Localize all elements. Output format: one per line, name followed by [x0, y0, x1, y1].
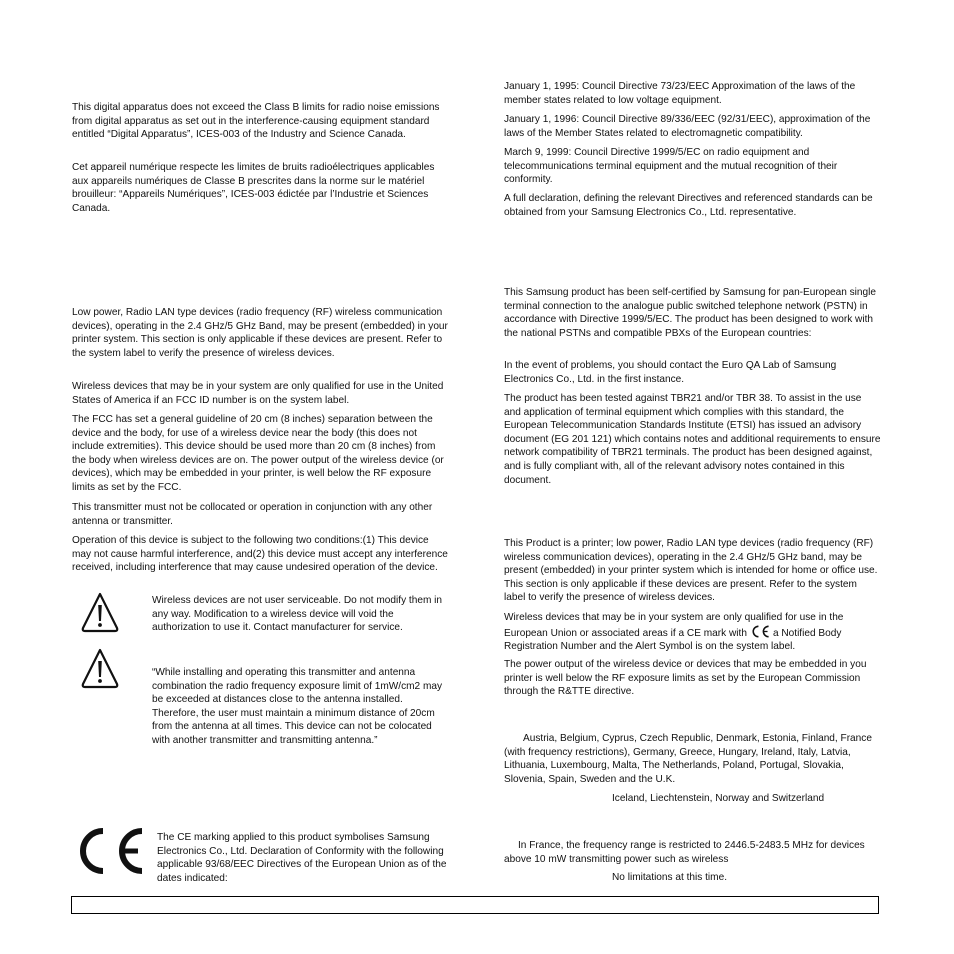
eu-countries-list: Austria, Belgium, Cyprus, Czech Republic, Denmark, Estonia, Finland, France (with frequency restrictions), Germany, Greece, Hungary, Ireland, Italy, Latvia, Lithuania, Luxembourg, Malta, The Netherlands, Poland, Portugal, Slovakia, Slovenia, Spain, Sweden and the U.K. — [504, 733, 872, 785]
ce-directive-1996: January 1, 1996: Council Directive 89/336/EEC (92/31/EEC), approximation of the laws of the Member States related to electromagnetic compatibility. — [504, 114, 871, 139]
warning-triangle-icon — [80, 590, 120, 634]
us-wireless-conditions: Operation of this device is subject to the following two conditions:(1) This device may not cause harmful interference, and(2) this device must accept any interference received, including interference that may cause undesired operation of the device. — [72, 535, 448, 574]
france-frequency-restriction: In France, the frequency range is restricted to 2446.5-2483.5 MHz for devices above 10 mW transmitting power such as wireless — [504, 840, 865, 865]
warning-not-serviceable: Wireless devices are not user serviceable. Do not modify them in any way. Modification to a wireless device will void the authorization to use it. Contact manufacturer for service. — [152, 595, 443, 634]
eu-associated-countries: Iceland, Liechtenstein, Norway and Switzerland — [612, 793, 825, 805]
us-wireless-exposure: The FCC has set a general guideline of 20 cm (8 inches) separation between the device and the body, for use of a wireless device near the body (this does not include extremities). This device should be used more than 20 cm (8 inches) from the body when wireless devices are on. The power output of the wireless device (or devices), which may be embedded in your printer, is well below the RF exposure limits as set by the FCC. — [72, 414, 444, 494]
canada-emission-english: This digital apparatus does not exceed the Class B limits for radio noise emissions from digital apparatus as set out in the interference-causing equipment standard entitled “Digital Apparatus”, ICES-003 of the Industry and Science Canada. — [72, 102, 440, 141]
warning-rf-exposure: “While installing and operating this transmitter and antenna combination the radio frequency exposure limit of 1mW/cm2 may be exceeded at distances close to the antenna installed. Therefore, the user must maintain a minimum distance of 20cm from the antenna at all times. This device can not be colocated with another transmitter and transmitting antenna.” — [152, 667, 443, 747]
ce-full-declaration: A full declaration, defining the relevant Directives and referenced standards can be obtained from your Samsung Electronics Co., Ltd. representative. — [504, 193, 873, 218]
eu-wireless-ce-text-after: a Notified Body Registration Number and the Alert Symbol is on the system label. — [504, 627, 842, 653]
canada-emission-french: Cet appareil numérique respecte les limites de bruits radioélectriques applicables aux appareils numériques de Classe B prescrites dans la norme sur le matériel brouilleur: “Appareils Numériques”, ICES-003 édictée par l’Industrie et Sciences Canada. — [72, 162, 435, 214]
no-limitations-note: No limitations at this time. — [612, 872, 727, 884]
ce-directive-1995: January 1, 1995: Council Directive 73/23/EEC Approximation of the laws of the member states related to low voltage equipment. — [504, 81, 856, 106]
eu-wireless-intro: This Product is a printer; low power, Radio LAN type devices (radio frequency (RF) wireless communication devices), operating in the 2.4 GHz/5 GHz band, may be present (embedded) in your printer system which is intended for home or office use. This section is only applicable if these devices are present. Refer to the system label to verify the presence of wireless devices. — [504, 538, 878, 604]
pstn-tbr21: The product has been tested against TBR21 and/or TBR 38. To assist in the use and application of terminal equipment which complies with this standard, the European Telecommunication Standards Institute (ETSI) has issued an advisory document (EG 201 121) which contains notes and additional requirements to ensure network compatibility of TBR21 terminals. The product has been designed against, and is fully compliant with, all of the relevant advisory notes contained in this document. — [504, 393, 881, 486]
pstn-problems: In the event of problems, you should contact the Euro QA Lab of Samsung Electronics Co., Ltd. in the first instance. — [504, 360, 837, 385]
footer-bar — [71, 896, 879, 914]
eu-wireless-exposure: The power output of the wireless device or devices that may be embedded in you printer is well below the RF exposure limits as set by the European Commission through the R&TTE directive. — [504, 659, 867, 698]
ce-mark-icon — [70, 826, 148, 876]
us-wireless-intro: Low power, Radio LAN type devices (radio frequency (RF) wireless communication devices), operating in the 2.4 GHz/5 GHz Band, may be present (embedded) in your printer system. This section is only applicable if these devices are present. Refer to the system label to verify the presence of wireless devices. — [72, 307, 448, 359]
ce-marking-intro: The CE marking applied to this product symbolises Samsung Electronics Co., Ltd. Declaration of Conformity with the following applicable 93/68/EEC Directives of the European Union as of the dates indicated: — [157, 832, 447, 884]
ce-directive-1999: March 9, 1999: Council Directive 1999/5/EC on radio equipment and telecommunications terminal equipment and the mutual recognition of their conformity. — [504, 147, 838, 186]
pstn-certification: This Samsung product has been self-certified by Samsung for pan-European single terminal connection to the analogue public switched telephone network (PSTN) in accordance with Directive 1999/5/EC. The product has been designed to work with the national PSTNs and compatible PBXs of the European countries: — [504, 287, 876, 339]
ce-mark-icon — [749, 625, 771, 638]
us-wireless-collocation: This transmitter must not be collocated or operation in conjunction with any other antenna or transmitter. — [72, 502, 433, 527]
warning-triangle-icon — [80, 646, 120, 690]
us-wireless-fcc-id: Wireless devices that may be in your system are only qualified for use in the United States of America if an FCC ID number is on the system label. — [72, 381, 444, 406]
eu-wireless-ce-text-before: Wireless devices that may be in your system are only qualified for use in the European Union or associated areas if a CE mark with — [504, 612, 844, 639]
eu-wireless-ce-mark — [504, 611, 881, 654]
